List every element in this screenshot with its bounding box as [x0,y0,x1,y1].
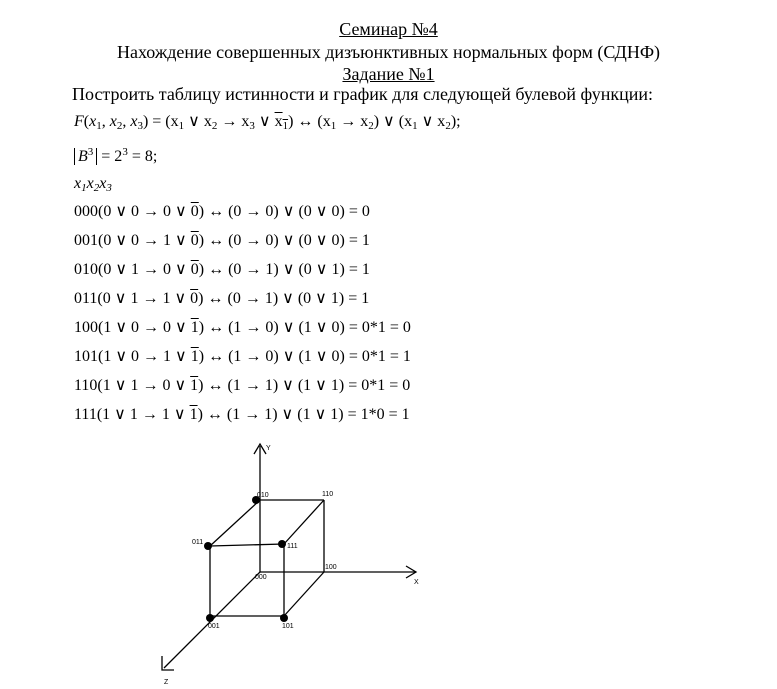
topic-title: Нахождение совершенных дизъюнктивных нормальных форм (СДНФ) [116,42,661,62]
truth-table-row [74,347,411,367]
vertex-001 [206,614,214,622]
label-000: 000 [255,574,267,581]
sub-3: 3 [137,120,143,132]
label-110: 110 [322,491,334,498]
row-expr-right: ) ↔ (1 → 0) ∨ (1 ∨ 0) = 0*1 = 0 [198,319,411,336]
truth-table-row [74,202,370,222]
fn-name: F [74,113,84,130]
y-axis-label: Y [266,445,271,452]
task-title: Задание №1 [342,64,435,84]
label-010: 010 [257,492,269,499]
cardinality-line [74,142,157,167]
sub-1: 1 [96,120,102,132]
negated-x1: $x_1$ [274,113,289,132]
truth-table-row [74,231,370,251]
row-negated-value: 1 [190,377,199,394]
truth-table-row [74,289,369,309]
row-expr-right: ) ↔ (1 → 1) ∨ (1 ∨ 1) = 1*0 = 1 [197,406,410,423]
label-101: 101 [282,623,294,630]
row-expr-right: ) ↔ (1 → 0) ∨ (1 ∨ 0) = 0*1 = 1 [198,348,411,365]
fn-part: = (x [148,113,179,130]
set-exp: 3 [87,146,94,158]
row-expr-right: ) ↔ (0 → 1) ∨ (0 ∨ 1) = 1 [198,290,370,307]
row-bits: 001 [74,232,98,249]
row-bits: 110 [74,377,98,394]
fn-part: ∨ x [417,113,446,130]
row-expr-left: (1 ∨ 0 → 1 ∨ [98,348,191,365]
variables-header: $x_1x_2x_3$ [74,175,112,194]
label-001: 001 [208,623,220,630]
vertex-101 [280,614,288,622]
fn-part: ∨ x [184,113,212,130]
row-expr-left: (1 ∨ 1 → 1 ∨ [96,406,190,423]
row-expr-right: ) ↔ (1 → 1) ∨ (1 ∨ 1) = 0*1 = 0 [198,377,411,394]
label-111: 111 [287,543,298,550]
boolean-cube-graph [150,438,440,686]
row-expr-left: (0 ∨ 1 → 0 ∨ [98,261,191,278]
row-expr-right: ) ↔ (0 → 0) ∨ (0 ∨ 0) = 1 [198,232,370,249]
row-expr-left: (1 ∨ 1 → 0 ∨ [97,377,191,394]
fn-part: ∨ [254,113,275,130]
row-bits: 011 [74,290,98,307]
fn-part: ) ↔ (x [288,113,331,130]
row-negated-value: 0 [190,261,199,278]
cube-edges [210,500,324,616]
card-value: = 8; [127,148,158,165]
truth-table-row [74,318,411,338]
card-rhs-exp: 3 [122,146,128,158]
set-b: B [78,148,88,165]
fn-part: → x [217,113,250,130]
x-axis-label: X [414,579,419,586]
truth-table-row [74,260,370,280]
fn-part: ) ∨ (x [373,113,413,130]
row-negated-value: 0 [190,290,199,307]
row-expr-left: (0 ∨ 0 → 0 ∨ [98,203,191,220]
row-negated-value: 1 [189,406,198,423]
row-expr-left: (0 ∨ 1 → 1 ∨ [97,290,191,307]
row-bits: 010 [74,261,98,278]
fn-part: ); [450,113,461,130]
sub-2: 2 [116,120,123,132]
row-bits: 101 [74,348,98,365]
row-negated-value: 0 [190,232,199,249]
row-expr-left: (0 ∨ 0 → 1 ∨ [98,232,191,249]
truth-table-row [74,405,410,425]
row-bits: 100 [74,319,98,336]
row-negated-value: 0 [190,203,199,220]
z-axis-arrow [162,656,174,670]
seminar-title: Семинар №4 [339,19,438,39]
label-100: 100 [325,564,337,571]
z-axis-label: Z [164,679,169,686]
card-rhs: = 2 [97,148,123,165]
row-expr-right: ) ↔ (0 → 1) ∨ (0 ∨ 1) = 1 [198,261,370,278]
row-bits: 111 [74,406,97,423]
row-bits: 000 [74,203,98,220]
truth-table-row [74,376,410,396]
vertex-111 [278,540,286,548]
row-expr-right: ) ↔ (0 → 0) ∨ (0 ∨ 0) = 0 [198,203,370,220]
row-negated-value: 1 [190,319,199,336]
task-statement: Построить таблицу истинности и график для следующей булевой функции: [72,84,654,104]
row-negated-value: 1 [190,348,199,365]
vertex-011 [204,542,212,550]
row-expr-left: (1 ∨ 0 → 0 ∨ [98,319,191,336]
label-011: 011 [192,539,204,546]
fn-part: → x [336,113,369,130]
function-definition: $F(x_1$, $x_2$, $x_3) = (x_1$ ∨ $x_2 \to x_3$ ∨ $x_1$) ↔ $(x_1 \to x_2)$ ∨ ($x_1$ ∨ $x_2$); [74,113,461,132]
